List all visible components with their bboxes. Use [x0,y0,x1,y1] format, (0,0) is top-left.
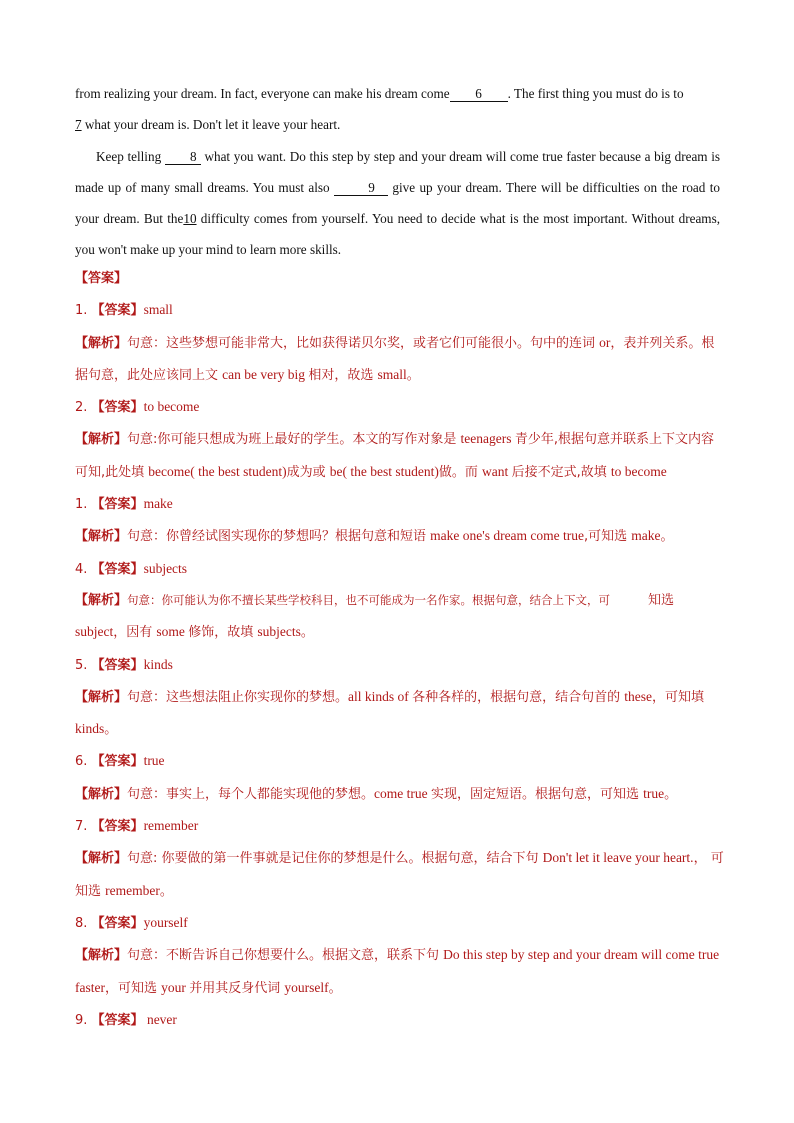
explanation-text: 句意：你可能认为你不擅长某些学校科目，也不可能成为一名作家。根据句意，结合上下文，可 [127,592,611,607]
reading-passage [75,78,720,266]
explanation-english: subject [75,624,114,640]
explanation-text: 青少年,根据句意并联系上下文内容可知,此处填 [75,432,715,480]
explanation-text: 并用其反身代词 [189,980,285,996]
explanation-tag: 【解析】 [75,786,128,802]
explanation-text: 实现，固定短语。根据句意，可知选 [431,786,644,802]
explanation-text: 。 [159,883,173,899]
answer-line [75,649,725,681]
blank-9: 9 [334,180,388,196]
answer-number: 8. [75,915,88,931]
answer-tag: 【答案】 [91,400,144,416]
explanation-tag: 【解析】 [75,529,128,545]
answer-number: 7. [75,819,88,835]
explanation-text: 成为或 [286,464,330,480]
answer-tag: 【答案】 [91,1012,144,1028]
answer-value: never [143,1011,177,1027]
explanation-tag: 【解析】 [75,592,128,608]
answer-tag: 【答案】 [91,303,144,319]
passage-text: . The first thing you must do is to [507,86,684,101]
answer-value: yourself [143,914,188,930]
explanation-text: 句意:你可能只想成为班上最好的学生。本文的写作对象是 [127,432,461,448]
explanation-block [75,585,725,649]
blank-8: 8 [165,149,201,165]
explanation-tag: 【解析】 [75,335,128,351]
answer-tag: 【答案】 [91,754,144,770]
passage-text: from realizing your dream. In fact, everyone can make his dream come [75,86,450,101]
passage-text: Keep telling [96,148,165,164]
answer-line [75,391,725,423]
answer-line [75,745,725,777]
explanation-tag: 【解析】 [75,432,128,448]
explanation-text: 。 [328,980,342,996]
explanation-text: 句意：事实上，每个人都能实现他的梦想。 [127,786,375,802]
answer-number: 5. [75,657,88,673]
explanation-english: small [377,366,407,382]
explanation-text: 。 [406,367,420,383]
explanation-text: 。 [660,529,674,545]
answer-line [75,553,725,585]
explanation-english: true [643,785,665,801]
answer-number: 6. [75,754,88,770]
answer-line [75,488,725,520]
explanation-tag: 【解析】 [75,689,128,705]
explanation-text: ，可知填 [652,689,705,705]
answer-value: true [143,753,165,769]
answer-tag: 【答案】 [91,819,144,835]
answer-line [75,1004,725,1036]
explanation-text: 知选 [648,592,675,608]
explanation-block [75,939,725,1004]
answer-number: 1. [75,303,88,319]
explanation-text: 。 [104,722,118,738]
explanation-text: ，表并列关系。根据句意，此处应该同上文 [75,335,715,383]
explanation-english: teenagers [460,431,515,447]
explanation-english: all kinds of [348,688,413,704]
explanation-english: be( the best student) [329,463,439,479]
explanation-english: make [631,528,661,544]
explanation-text: 。 [300,625,314,641]
answer-value: small [143,302,173,318]
explanation-text: 相对，故选 [308,367,378,383]
explanation-english: to become [610,463,667,479]
explanation-english: kinds [75,721,105,737]
answer-tag: 【答案】 [91,497,144,513]
explanation-text: 句意: 你要做的第一件事就是记住你的梦想是什么。根据句意，结合下句 [127,851,543,867]
answer-number: 2. [75,400,88,416]
answer-value: subjects [143,560,188,576]
blank-7: 7 [75,117,82,133]
explanation-text: 做。而 [438,464,482,480]
explanation-english: become( the best student) [148,463,287,479]
explanation-block [75,842,725,907]
explanation-tag: 【解析】 [75,851,128,867]
explanation-english: some [156,624,189,640]
explanation-text: ，可知选 [104,980,162,996]
passage-text: difficulty comes from yourself. You need to decide what is the most important. Without dreams, you won't make up your mind to learn more skills. [75,211,720,258]
blank-10: 10 [183,211,197,227]
explanation-block [75,423,725,488]
passage-paragraph-1 [75,78,720,141]
explanation-tag: 【解析】 [75,948,128,964]
explanation-block [75,681,725,746]
answer-value: make [143,496,173,512]
explanation-english: remember [105,882,160,898]
explanation-english: or [599,334,611,350]
explanation-english: Don't let it leave your heart. [542,850,694,866]
explanation-english: can be very big [222,366,309,382]
explanation-english: these [624,688,653,704]
answer-value: to become [143,399,200,415]
explanation-english: subjects [257,624,301,640]
passage-text: what your dream is. Don't let it leave your heart. [81,117,341,133]
passage-paragraph-2 [75,141,720,266]
passage-text: what you want. Do this step by step and your dream will come true faster because a big dream is made up of many small dreams. You must also [75,148,720,195]
explanation-block [75,778,725,810]
passage-text: give up your dream. There will be difficulties on the road to your dream. But the [75,179,720,227]
explanation-text: 修饰，故填 [188,625,258,641]
explanation-text: 句意：这些想法阻止你实现你的梦想。 [127,689,349,705]
answer-tag: 【答案】 [91,915,144,931]
explanation-block [75,327,725,392]
explanation-text: 句意：你曾经试图实现你的梦想吗？根据句意和短语 [127,529,431,545]
answer-value: remember [143,818,199,834]
explanation-english: come true [374,785,432,801]
answer-line [75,907,725,939]
answer-section [75,263,725,1036]
explanation-english: your [161,979,190,995]
explanation-english: make one's dream come true [430,528,585,544]
explanation-text: 各种各样的，根据句意，结合句首的 [412,689,625,705]
explanation-text: 句意：这些梦想可能非常大，比如获得诺贝尔奖，或者它们可能很小。句中的连词 [127,335,600,351]
explanation-english: want [482,463,512,479]
explanation-text: ，因有 [113,625,157,641]
answer-tag: 【答案】 [91,657,144,673]
blank-6: 6 [450,86,508,102]
answer-number: 9. [75,1012,88,1028]
answer-list [75,294,725,1036]
answer-line [75,810,725,842]
answer-header: 【答案】 [75,271,128,286]
explanation-block [75,520,725,552]
answer-value: kinds [143,656,173,672]
explanation-text: 。 [664,786,678,802]
answer-tag: 【答案】 [91,561,144,577]
explanation-text: ,可知选 [584,529,632,545]
answer-number: 1. [75,497,88,513]
explanation-english: yourself [284,979,329,995]
answer-line [75,294,725,326]
explanation-text: 后接不定式,故填 [511,464,611,480]
explanation-english: Do this step by step and your dream will come true faster [75,947,720,995]
explanation-text: ， 可知选 [75,851,724,899]
explanation-text: 句意：不断告诉自己你想要什么。根据文意，联系下句 [127,948,444,964]
answer-number: 4. [75,561,88,577]
